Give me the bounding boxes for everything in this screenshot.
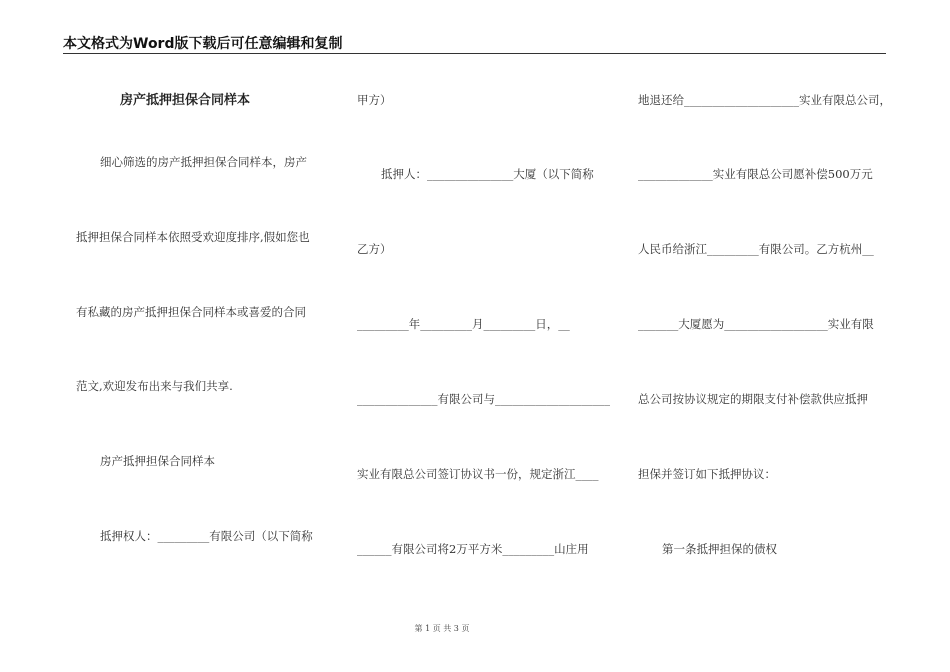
- text-line: 人民币给浙江_________有限公司。乙方杭州__: [638, 242, 874, 256]
- text-line: 地退还给____________________实业有限总公司，: [638, 93, 891, 107]
- document-header: 本文格式为Word版下载后可任意编辑和复制: [63, 36, 343, 52]
- text-line: ______有限公司将2万平方米_________山庄用: [357, 542, 589, 556]
- text-line: _________年_________月_________日，__: [357, 317, 570, 331]
- text-line: 有私藏的房产抵押担保合同样本或喜爱的合同: [76, 305, 306, 319]
- text-line: 抵押担保合同样本依照受欢迎度排序,假如您也: [76, 230, 310, 244]
- text-line: _______大厦愿为__________________实业有限: [638, 317, 874, 331]
- text-line: 细心筛选的房产抵押担保合同样本，房产: [100, 155, 307, 169]
- page-number: 第 1 页 共 3 页: [414, 624, 470, 633]
- section-heading: 房产抵押担保合同样本: [100, 454, 215, 468]
- text-line: _____________实业有限总公司愿补偿500万元: [638, 167, 873, 181]
- text-line: 抵押人：_______________大厦（以下简称: [381, 167, 594, 181]
- text-line: 实业有限总公司签订协议书一份，规定浙江____: [357, 467, 599, 481]
- header-rule: [63, 53, 886, 54]
- text-line: 担保并签订如下抵押协议：: [638, 467, 776, 481]
- section-heading: 第一条抵押担保的债权: [662, 542, 777, 556]
- text-line: 甲方）: [357, 93, 392, 107]
- text-line: 范文,欢迎发布出来与我们共享.: [76, 379, 233, 393]
- text-line: ______________有限公司与____________________: [357, 392, 610, 406]
- document-title: 房产抵押担保合同样本: [120, 93, 251, 108]
- text-line: 抵押权人：_________有限公司（以下简称: [100, 529, 313, 543]
- text-line: 乙方）: [357, 242, 392, 256]
- text-line: 总公司按协议规定的期限支付补偿款供应抵押: [638, 392, 868, 406]
